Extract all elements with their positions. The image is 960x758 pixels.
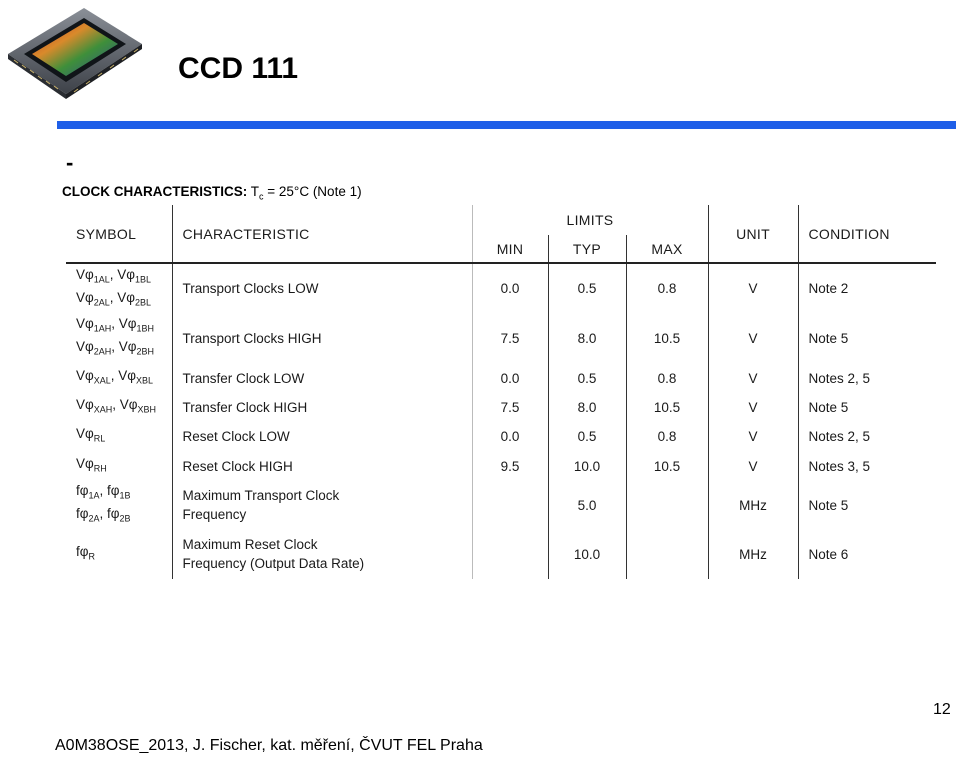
symbol-part: , fφ (99, 506, 120, 521)
table-row (66, 363, 936, 393)
symbol-part: XBL (136, 375, 154, 386)
symbol-part: RL (93, 433, 106, 444)
symbol-part: 2AL (93, 297, 110, 308)
symbol-line (76, 425, 172, 448)
cell-typ: 10.0 (548, 529, 626, 579)
table-row (66, 263, 936, 313)
symbol-line (76, 315, 172, 338)
characteristic-text: Maximum Reset Clock (182, 537, 318, 552)
cell-condition: Notes 3, 5 (808, 458, 871, 474)
cell-min (472, 481, 548, 529)
spec-heading-sub: c (259, 191, 264, 202)
cell-characteristic (172, 313, 472, 363)
cell-unit: V (708, 363, 798, 393)
cell-characteristic (172, 263, 472, 313)
characteristic-text: Transfer Clock HIGH (182, 399, 308, 415)
cell-condition: Note 6 (808, 546, 849, 562)
cell-condition: Note 5 (808, 497, 849, 513)
cell-unit: V (708, 421, 798, 451)
cell-min: 0.0 (472, 421, 548, 451)
symbol-part: XAH (93, 404, 113, 415)
header-limits: LIMITS (472, 205, 708, 235)
symbol-line (76, 396, 172, 419)
cell-typ: 10.0 (548, 451, 626, 481)
header-typ: TYP (548, 235, 626, 263)
symbol-part: 1BH (136, 324, 155, 334)
symbol-part: Vφ (76, 455, 94, 471)
header-characteristic: CHARACTERISTIC (172, 205, 472, 263)
clock-characteristics-table (66, 205, 936, 579)
cell-max: 10.5 (626, 393, 708, 421)
symbol-part: , Vφ (110, 367, 137, 383)
symbol-line (76, 266, 172, 289)
symbol-line (76, 543, 172, 566)
cell-characteristic (172, 393, 472, 421)
spec-heading-label: CLOCK CHARACTERISTICS: (62, 184, 248, 199)
cell-characteristic (172, 481, 472, 529)
header-unit: UNIT (708, 205, 798, 263)
cell-condition: Notes 2, 5 (808, 370, 871, 386)
cell-typ: 8.0 (548, 393, 626, 421)
cell-condition: Note 2 (808, 281, 849, 296)
symbol-line (76, 338, 172, 361)
cell-min: 7.5 (472, 313, 548, 363)
cell-typ: 0.5 (548, 263, 626, 313)
symbol-part: 2BH (136, 346, 155, 357)
cell-max: 0.8 (626, 263, 708, 313)
table-row (66, 393, 936, 421)
symbol-part: Vφ (76, 316, 94, 332)
symbol-part: RH (93, 463, 107, 474)
symbol-part: 2AH (93, 346, 112, 357)
cell-max (626, 481, 708, 529)
cell-min: 0.0 (472, 363, 548, 393)
symbol-part: 1AL (93, 274, 110, 285)
title-underline-bar (57, 121, 956, 129)
spec-heading-condition: = 25°C (Note 1) (263, 184, 362, 199)
cell-max: 10.5 (626, 451, 708, 481)
cell-unit: MHz (708, 529, 798, 579)
symbol-line (76, 482, 172, 505)
symbol-part: XBH (137, 404, 157, 415)
cell-condition: Note 5 (808, 330, 849, 346)
header-symbol: SYMBOL (66, 205, 172, 263)
symbol-part: 1A (88, 491, 100, 501)
cell-unit: MHz (708, 481, 798, 529)
cell-max: 0.8 (626, 363, 708, 393)
spec-heading-t: T (250, 184, 260, 199)
symbol-part: Vφ (76, 396, 94, 412)
table-row (66, 421, 936, 451)
symbol-part: Vφ (76, 266, 94, 282)
header-condition: CONDITION (798, 205, 936, 263)
symbol-part: Vφ (76, 339, 94, 354)
cell-typ: 5.0 (548, 481, 626, 529)
cell-symbol (66, 363, 172, 393)
cell-unit: V (708, 451, 798, 481)
cell-typ: 0.5 (548, 421, 626, 451)
cell-condition: Notes 2, 5 (808, 428, 871, 444)
symbol-part: fφ (76, 506, 89, 521)
header-min: MIN (472, 235, 548, 263)
characteristic-text: Reset Clock HIGH (182, 458, 293, 474)
spec-heading (62, 184, 362, 202)
cell-characteristic (172, 529, 472, 579)
cell-symbol (66, 529, 172, 579)
cell-symbol (66, 421, 172, 451)
symbol-part: , Vφ (109, 266, 136, 282)
characteristic-text: Frequency (182, 507, 247, 522)
footer-text: A0M38OSE_2013, J. Fischer, kat. měření, ČVUT FEL Praha (55, 737, 483, 754)
cell-condition: Note 5 (808, 399, 849, 415)
cell-min: 7.5 (472, 393, 548, 421)
symbol-part: 2A (88, 513, 100, 524)
cell-symbol (66, 481, 172, 529)
characteristic-text: Transport Clocks LOW (182, 281, 319, 296)
cell-max: 10.5 (626, 313, 708, 363)
symbol-part: 2B (119, 513, 131, 524)
table-row (66, 451, 936, 481)
page-number: 12 (933, 701, 951, 718)
symbol-part: fφ (76, 483, 89, 499)
symbol-part: Vφ (76, 367, 94, 383)
cell-characteristic (172, 363, 472, 393)
symbol-part: 1BL (135, 274, 152, 285)
cell-typ: 8.0 (548, 313, 626, 363)
slide-title: CCD 111 (178, 52, 299, 85)
symbol-line (76, 505, 172, 528)
symbol-part: , Vφ (112, 396, 138, 412)
cell-typ: 0.5 (548, 363, 626, 393)
symbol-part: 2BL (135, 297, 152, 308)
symbol-part: Vφ (76, 289, 94, 305)
symbol-part: Vφ (76, 425, 94, 441)
cell-symbol (66, 263, 172, 313)
symbol-part: , Vφ (109, 289, 136, 305)
symbol-part: XAL (93, 375, 111, 386)
table-row (66, 529, 936, 579)
cell-characteristic (172, 421, 472, 451)
ccd-chip-image (4, 4, 146, 100)
cell-max: 0.8 (626, 421, 708, 451)
cell-unit: V (708, 263, 798, 313)
characteristic-text: Maximum Transport Clock (182, 488, 340, 503)
cell-characteristic (172, 451, 472, 481)
symbol-line (76, 455, 172, 478)
cell-min (472, 529, 548, 579)
cell-symbol (66, 313, 172, 363)
characteristic-text: Transfer Clock LOW (182, 370, 305, 386)
symbol-part: , Vφ (111, 339, 137, 354)
characteristic-text: Frequency (Output Data Rate) (182, 556, 365, 571)
symbol-part: R (88, 551, 96, 562)
symbol-line (76, 367, 172, 390)
cell-unit: V (708, 313, 798, 363)
characteristic-text: Reset Clock LOW (182, 428, 290, 444)
symbol-part: 1AH (93, 324, 112, 334)
symbol-part: 1B (119, 491, 131, 501)
cell-unit: V (708, 393, 798, 421)
cell-max (626, 529, 708, 579)
symbol-part: , fφ (99, 483, 120, 499)
bullet-dash: - (66, 150, 74, 175)
cell-symbol (66, 393, 172, 421)
symbol-part: fφ (76, 543, 89, 559)
characteristic-text: Transport Clocks HIGH (182, 330, 322, 346)
symbol-line (76, 289, 172, 312)
cell-symbol (66, 451, 172, 481)
table-row (66, 481, 936, 529)
table-row (66, 313, 936, 363)
cell-min: 9.5 (472, 451, 548, 481)
header-max: MAX (626, 235, 708, 263)
symbol-part: , Vφ (111, 316, 137, 332)
cell-min: 0.0 (472, 263, 548, 313)
